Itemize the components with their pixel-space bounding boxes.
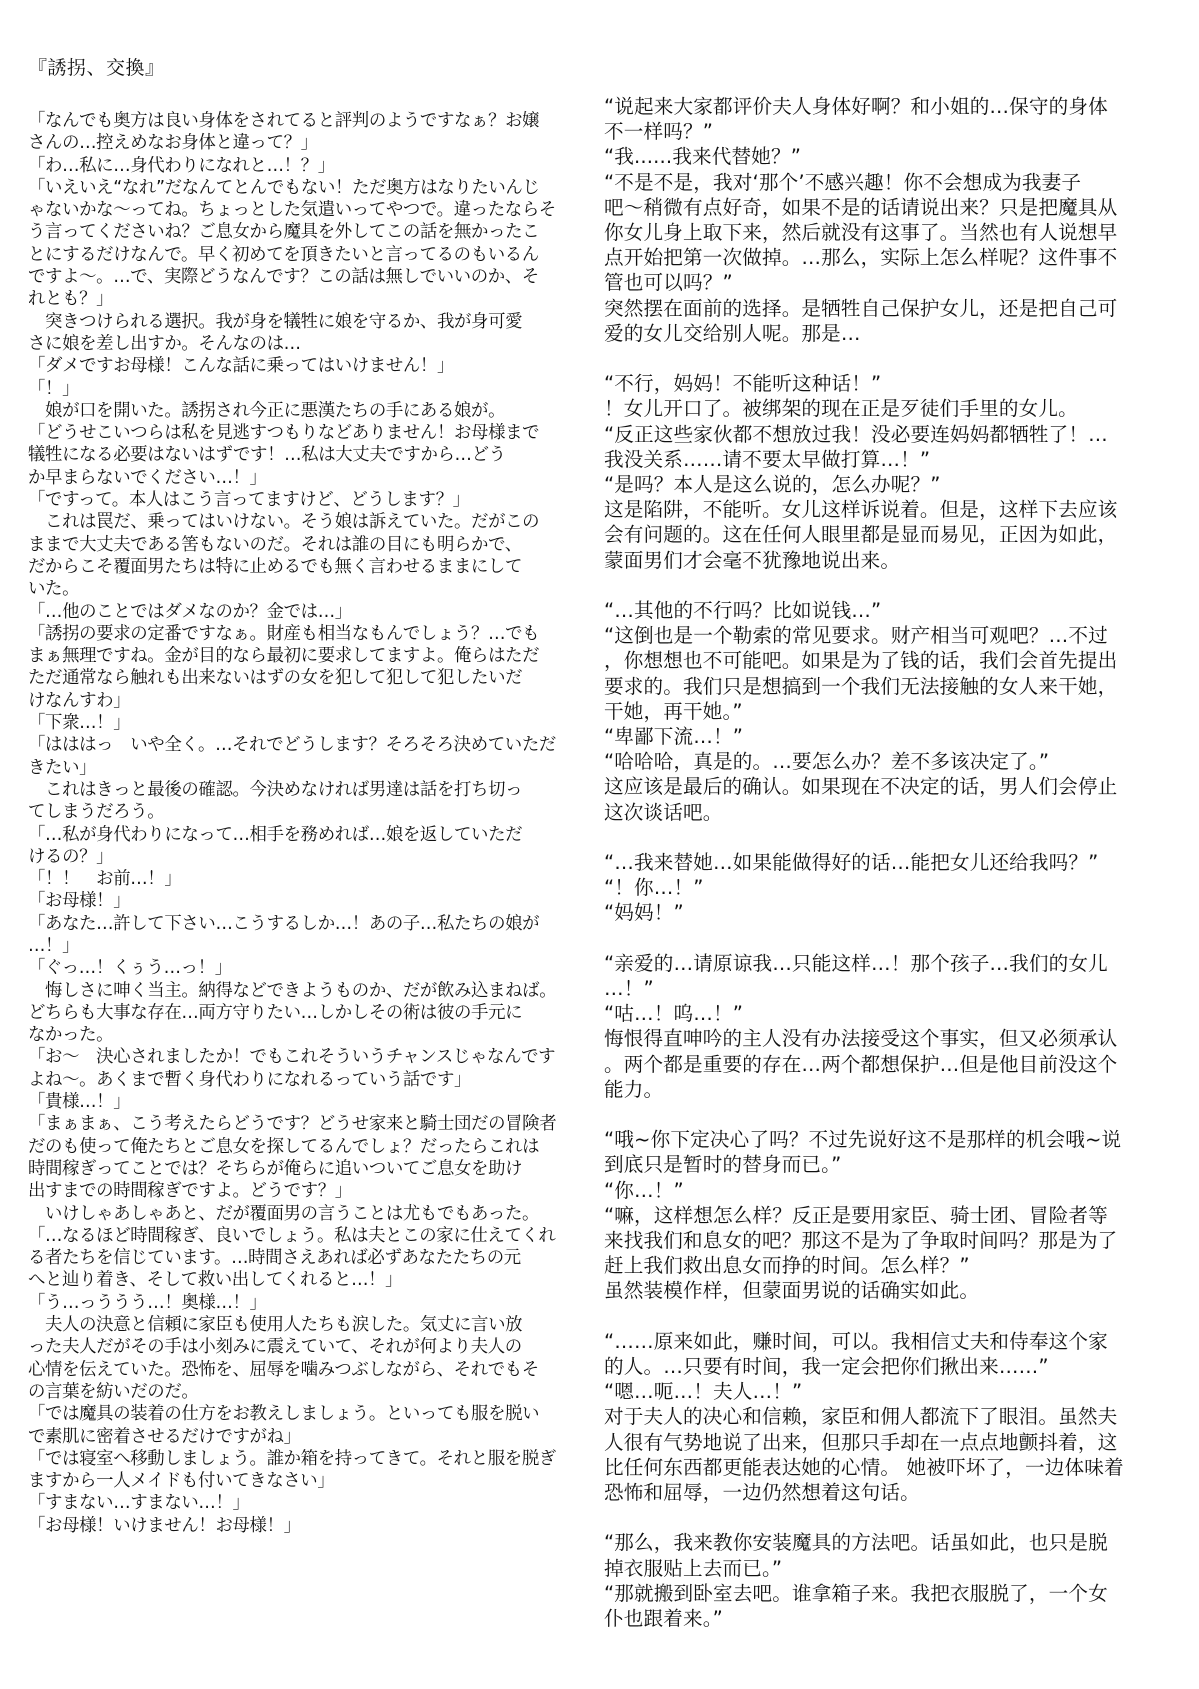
- chinese-text-line: 点开始把第一次做掉。…那么，实际上怎么样呢？这件事不: [604, 246, 1118, 270]
- japanese-text-line: 悔しさに呻く当主。納得などできようものか、だが飲み込まねば。: [28, 980, 557, 1001]
- japanese-text-line: 「あなた…許して下さい…こうするしか…！あの子…私たちの娘が: [28, 913, 540, 934]
- chinese-text-line: 能力。: [604, 1077, 664, 1101]
- japanese-text-line: さんの…控えめなお身体と違って？」: [28, 133, 318, 154]
- japanese-text-line: 「なんでも奥方は良い身体をされてると評判のようですなぁ？お嬢: [28, 111, 540, 131]
- chinese-text-line: “不行，妈妈！不能听这种话！”: [604, 372, 882, 396]
- chinese-text-line: 我没关系……请不要太早做打算…！”: [604, 447, 931, 471]
- japanese-text-line: ただ通常なら触れも出来ないはずの女を犯して犯して犯したいだ: [28, 668, 523, 689]
- paragraph-gap: [604, 573, 1170, 598]
- chinese-text-line: 人很有气势地说了出来，但那只手却在一点点地颤抖着，这: [604, 1430, 1118, 1454]
- japanese-text-line: 夫人の決意と信頼に家臣も使用人たちも涙した。気丈に言い放: [28, 1315, 523, 1336]
- chinese-text-line: 蒙面男们才会毫不犹豫地说出来。: [604, 548, 901, 572]
- chinese-text-line: “我......我来代替她？”: [604, 145, 802, 169]
- chinese-text-line: “咕…！呜…！”: [604, 1002, 744, 1026]
- chinese-text-line: …！”: [604, 977, 654, 1001]
- japanese-text-line: 「！！ お前…！」: [28, 869, 182, 890]
- chinese-text-line: 悔恨得直呻吟的主人没有办法接受这个事实，但又必须承认: [604, 1027, 1118, 1051]
- chinese-text-line: “是吗？本人是这么说的，怎么办呢？”: [604, 473, 941, 497]
- japanese-text-line: 「…他のことではダメなのか？金では…」: [28, 601, 352, 622]
- chinese-text-line: 这是陷阱，不能听。女儿这样诉说着。但是，这样下去应该: [604, 498, 1118, 522]
- japanese-text-line: 「では魔具の装着の仕方をお教えしましょう。といっても服を脱い: [28, 1404, 540, 1425]
- japanese-text-line: とにするだけなんで。早く初めてを頂きたいと言ってるのもいるん: [28, 244, 539, 265]
- japanese-text-line: か早まらないでください…！」: [28, 467, 267, 488]
- japanese-text-line: 「ぐっ…！くぅう…っ！」: [28, 958, 232, 979]
- japanese-text-line: 「お母様！いけません！お母様！」: [28, 1515, 301, 1536]
- japanese-text-line: どちらも大事な存在…両方守りたい…しかしその術は彼の手元に: [28, 1002, 523, 1023]
- japanese-text-line: で素肌に密着させるだけですがね」: [28, 1426, 301, 1447]
- chinese-text-line: 不一样吗？”: [604, 120, 714, 144]
- paragraph-gap: [604, 1102, 1170, 1127]
- japanese-text-line: 娘が口を開いた。誘拐され今正に悪漢たちの手にある娘が。: [28, 400, 506, 421]
- chinese-text-line: 这应该是最后的确认。如果现在不决定的话，男人们会停止: [604, 775, 1118, 799]
- chinese-text-line: 管也可以吗？”: [604, 271, 733, 295]
- japanese-text-line: る者たちを信じています。…時間さえあれば必ずあなたたちの元: [28, 1248, 521, 1269]
- paragraph-gap: [604, 1505, 1170, 1530]
- chinese-text-line: ，你想想也不可能吧。如果是为了钱的话，我们会首先提出: [604, 649, 1118, 673]
- chinese-text-line: “妈妈！”: [604, 901, 684, 925]
- japanese-text-column: [28, 56, 580, 1537]
- chinese-text-line: “……原来如此，赚时间，可以。我相信丈夫和侍奉这个家: [604, 1329, 1108, 1353]
- japanese-text-line: 「お母様！」: [28, 891, 131, 912]
- chinese-text-line: 来找我们和息女的吧？那这不是为了争取时间吗？那是为了: [604, 1229, 1118, 1253]
- japanese-text-line: ますから一人メイドも付いてきなさい」: [28, 1471, 335, 1492]
- chinese-text-line: 干她，再干她。”: [604, 699, 743, 723]
- japanese-text-line: 「貴様…！」: [28, 1092, 131, 1113]
- chinese-text-line: “嘛，这样想怎么样？反正是要用家臣、骑士团、冒险者等: [604, 1203, 1108, 1227]
- japanese-text-line: 犠牲になる必要はないはずです！…私は大丈夫ですから…どう: [28, 445, 506, 466]
- chinese-text-line: 赶上我们救出息女而挣的时间。怎么样？”: [604, 1254, 970, 1278]
- japanese-text-line: 「！」: [28, 378, 80, 399]
- chinese-text-line: 到底只是暂时的替身而已。”: [604, 1153, 842, 1177]
- japanese-text-line: ですよ〜。…で、実際どうなんです？この話は無しでいいのか、そ: [28, 267, 539, 288]
- japanese-text-line: れとも？」: [28, 289, 114, 310]
- chinese-text-line: “亲爱的…请原谅我…只能这样…！那个孩子…我们的女儿: [604, 951, 1108, 975]
- chinese-text-line: “说起来大家都评价夫人身体好啊？和小姐的…保守的身体: [604, 95, 1108, 118]
- chinese-text-line: 这次谈话吧。: [604, 800, 723, 824]
- chinese-text-line: “嗯…呃…！夫人…！”: [604, 1380, 803, 1404]
- paragraph-gap: [604, 825, 1170, 850]
- chinese-text-line: 你女儿身上取下来，然后就没有这事了。当然也有人说想早: [604, 221, 1118, 245]
- chinese-text-line: “…我来替她…如果能做得好的话…能把女儿还给我吗？”: [604, 851, 1099, 875]
- japanese-text-line: へと辿り着き、そして救い出してくれると…！」: [28, 1270, 403, 1291]
- japanese-text-line: 「お〜 決心されましたか！でもこれそういうチャンスじゃなんです: [28, 1047, 556, 1068]
- japanese-text-line: 「すまない…すまない…！」: [28, 1493, 250, 1514]
- paragraph-gap: [604, 926, 1170, 951]
- chinese-text-line: “这倒也是一个勒索的常见要求。财产相当可观吧？…不过: [604, 624, 1108, 648]
- paragraph-gap: [604, 1304, 1170, 1329]
- japanese-text-line: 「では寝室へ移動しましょう。誰か箱を持ってきて。それと服を脱ぎ: [28, 1448, 556, 1469]
- chinese-text-column: [604, 94, 1170, 1631]
- chinese-text-line: “你…！”: [604, 1178, 684, 1202]
- chinese-text-line: “那么，我来教你安装魔具的方法吧。话虽如此，也只是脱: [604, 1531, 1108, 1555]
- japanese-text-line: けるの？」: [28, 846, 114, 867]
- japanese-text-line: 「う…っううう…！奥様…！」: [28, 1292, 267, 1313]
- japanese-text-line: これはきっと最後の確認。今決めなければ男達は話を打ち切っ: [28, 779, 523, 800]
- chinese-text-line: “！你…！”: [604, 876, 704, 900]
- japanese-text-line: 「…なるほど時間稼ぎ、良いでしょう。私は夫とこの家に仕えてくれ: [28, 1225, 556, 1246]
- chinese-text-line: 的人。…只要有时间，我一定会把你们揪出来……”: [604, 1355, 1049, 1379]
- japanese-text-line: なかった。: [28, 1025, 114, 1046]
- japanese-text-line: 心情を伝えていた。恐怖を、屈辱を噛みつぶしながら、それでもそ: [28, 1359, 539, 1380]
- chinese-text-line: 突然摆在面前的选择。是牺牲自己保护女儿，还是把自己可: [604, 296, 1118, 320]
- japanese-text-line: てしまうだろう。: [28, 802, 165, 823]
- chinese-text-line: 比任何东西都更能表达她的心情。 她被吓坏了，一边体味着: [604, 1455, 1124, 1479]
- paragraph-gap: [604, 346, 1170, 371]
- japanese-text-line: これは罠だ、乗ってはいけない。そう娘は訴えていた。だがこの: [28, 512, 540, 533]
- japanese-text-line: ままで大丈夫である筈もないのだ。それは誰の目にも明らかで、: [28, 534, 522, 555]
- japanese-text-line: 「ですって。本人はこう言ってますけど、どうします？」: [28, 490, 470, 511]
- japanese-text-line: いけしゃあしゃあと、だが覆面男の言うことは尤もでもあった。: [28, 1203, 540, 1224]
- chinese-text-line: 仆也跟着来。”: [604, 1607, 723, 1631]
- japanese-text-line: きたい」: [28, 757, 97, 778]
- japanese-text-line: の言葉を紡いだのだ。: [28, 1381, 199, 1402]
- japanese-text-line: さに娘を差し出すか。そんなのは…: [28, 333, 301, 354]
- chinese-text-line: “不是不是，我对‘那个’不感兴趣！你不会想成为我妻子: [604, 170, 1082, 194]
- japanese-text-line: う言ってくださいね？ご息女から魔具を外してこの話を無かったこ: [28, 222, 540, 243]
- chinese-text-line: “那就搬到卧室去吧。谁拿箱子来。我把衣服脱了，一个女: [604, 1581, 1108, 1605]
- chinese-text-line: 对于夫人的决心和信赖，家臣和佣人都流下了眼泪。虽然夫: [604, 1405, 1118, 1429]
- japanese-text-line: だのも使って俺たちとご息女を探してるんでしょ？だったらこれは: [28, 1136, 540, 1157]
- chinese-text-line: 。两个都是重要的存在…两个都想保护…但是他目前没这个: [604, 1052, 1118, 1076]
- japanese-text-line: 「まぁまぁ、こう考えたらどうです？どうせ家来と騎士団だの冒険者: [28, 1114, 557, 1135]
- japanese-text-line: 突きつけられる選択。我が身を犠牲に娘を守るか、我が身可愛: [28, 311, 523, 332]
- chinese-text-line: “反正这些家伙都不想放过我！没必要连妈妈都牺牲了！…: [604, 422, 1108, 446]
- japanese-text-line: ゃないかな〜ってね。ちょっとした気遣いってやつで。違ったならそ: [28, 200, 556, 221]
- japanese-text-line: けなんすわ」: [28, 690, 131, 711]
- japanese-text-line: 時間稼ぎってことでは？そちらが俺らに追いついてご息女を助け: [28, 1158, 523, 1179]
- chinese-text-line: “哈哈哈，真是的。…要怎么办？差不多该决定了。”: [604, 750, 1050, 774]
- chinese-text-line: 恐怖和屈辱，一边仍然想着这句话。: [604, 1481, 920, 1505]
- japanese-text-line: 「はははっ いや全く。…それでどうします？そろそろ決めていただ: [28, 735, 556, 756]
- chinese-text-line: 掉衣服贴上去而已。”: [604, 1556, 783, 1580]
- chinese-text-line: “卑鄙下流…！”: [604, 725, 744, 749]
- chinese-text-line: “哦~你下定决心了吗？不过先说好这不是那样的机会哦~说: [604, 1128, 1122, 1152]
- japanese-text-line: よね〜。あくまで暫く身代わりになれるっていう話です」: [28, 1069, 472, 1090]
- japanese-text-line: 「…私が身代わりになって…相手を務めれば…娘を返していただ: [28, 824, 523, 845]
- japanese-text-line: 「下衆…！」: [28, 713, 131, 734]
- chinese-text-line: 要求的。我们只是想搞到一个我们无法接触的女人来干她，: [604, 674, 1118, 698]
- japanese-text-line: 「いえいえ“なれ”だなんてとんでもない！ただ奥方はなりたいんじ: [28, 177, 540, 198]
- japanese-text-line: 「わ…私に…身代わりになれと…！？」: [28, 155, 335, 176]
- japanese-text-line: 「どうせこいつらは私を見逃すつもりなどありません！お母様まで: [28, 423, 540, 444]
- japanese-text-line: …！」: [28, 935, 80, 956]
- japanese-text-line: った夫人だがその手は小刻みに震えていて、それが何より夫人の: [28, 1337, 522, 1358]
- chinese-text-line: 虽然装模作样，但蒙面男说的话确实如此。: [604, 1279, 980, 1303]
- japanese-text-line: 「誘拐の要求の定番ですなぁ。財産も相当なもんでしょう？…でも: [28, 623, 540, 644]
- chinese-text-line: 吧～稍微有点好奇，如果不是的话请说出来？只是把魔具从: [604, 195, 1118, 219]
- chinese-text-line: 会有问题的。这在任何人眼里都是显而易见，正因为如此，: [604, 523, 1118, 547]
- chinese-text-line: “…其他的不行吗？比如说钱…”: [604, 599, 882, 623]
- japanese-text-line: だからこそ覆面男たちは特に止めるでも無く言わせるままにして: [28, 556, 523, 577]
- chapter-title: 『誘拐、交換』: [28, 57, 165, 79]
- japanese-text-line: 出すまでの時間稼ぎですよ。どうです？」: [28, 1181, 352, 1202]
- japanese-text-line: いた。: [28, 579, 80, 600]
- japanese-text-line: まぁ無理ですね。金が目的なら最初に要求してますよ。俺らはただ: [28, 646, 540, 667]
- chinese-text-line: ！女儿开口了。被绑架的现在正是歹徒们手里的女儿。: [604, 397, 1078, 421]
- japanese-text-line: 「ダメですお母様！こんな話に乗ってはいけません！」: [28, 356, 455, 377]
- chinese-text-line: 爱的女儿交给别人呢。那是…: [604, 321, 861, 345]
